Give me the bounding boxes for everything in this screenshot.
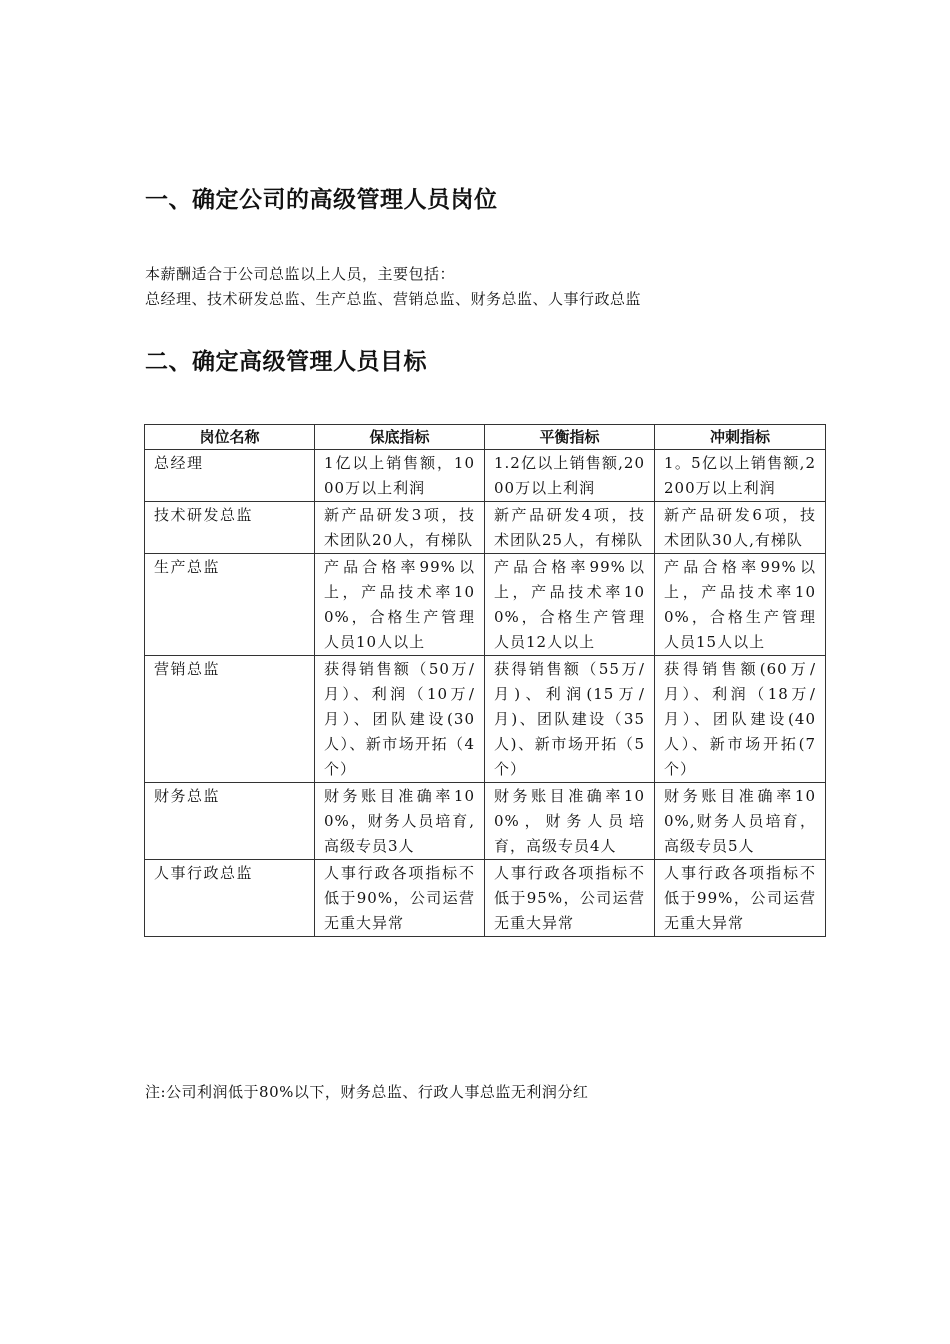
intro-line-2: 总经理、技术研发总监、生产总监、营销总监、财务总监、人事行政总监 xyxy=(145,290,642,308)
table-row xyxy=(145,450,826,502)
baseline-cell: 产品合格率99%以上，产品技术率100%，合格生产管理人员10人以上 xyxy=(315,554,485,656)
balanced-cell: 新产品研发4项，技术团队25人，有梯队 xyxy=(485,502,655,554)
balanced-cell: 产品合格率99%以上，产品技术率100%，合格生产管理人员12人以上 xyxy=(485,554,655,656)
table-row xyxy=(145,502,826,554)
section1-title: 一、确定公司的高级管理人员岗位 xyxy=(145,187,498,213)
position-name: 营销总监 xyxy=(145,656,315,783)
position-name: 人事行政总监 xyxy=(145,860,315,937)
intro-line-1: 本薪酬适合于公司总监以上人员，主要包括： xyxy=(145,265,456,283)
stretch-cell: 产品合格率99%以上，产品技术率100%，合格生产管理人员15人以上 xyxy=(655,554,826,656)
baseline-cell: 新产品研发3项，技术团队20人，有梯队 xyxy=(315,502,485,554)
position-name: 技术研发总监 xyxy=(145,502,315,554)
stretch-cell: 获得销售额(60万/月）、利润（18万/月）、团队建设(40人）、新市场开拓(7个） xyxy=(655,656,826,783)
position-name: 财务总监 xyxy=(145,783,315,860)
table-row xyxy=(145,783,826,860)
header-balanced-target: 平衡指标 xyxy=(485,425,655,450)
balanced-cell: 财务账目准确率100%，财务人员培育，高级专员4人 xyxy=(485,783,655,860)
table-header-row xyxy=(145,425,826,450)
footnote: 注:公司利润低于80%以下，财务总监、行政人事总监无利润分红 xyxy=(145,1083,589,1101)
stretch-cell: 财务账目准确率100%,财务人员培育，高级专员5人 xyxy=(655,783,826,860)
balanced-cell: 获得销售额（55万/月)、利润(15万/月)、团队建设（35人)、新市场开拓（5个） xyxy=(485,656,655,783)
header-position-name: 岗位名称 xyxy=(145,425,315,450)
baseline-cell: 人事行政各项指标不低于90%，公司运营无重大异常 xyxy=(315,860,485,937)
position-name: 生产总监 xyxy=(145,554,315,656)
table-row xyxy=(145,860,826,937)
balanced-cell: 人事行政各项指标不低于95%，公司运营无重大异常 xyxy=(485,860,655,937)
header-stretch-target: 冲刺指标 xyxy=(655,425,826,450)
header-baseline-target: 保底指标 xyxy=(315,425,485,450)
baseline-cell: 财务账目准确率100%，财务人员培育,高级专员3人 xyxy=(315,783,485,860)
stretch-cell: 人事行政各项指标不低于99%，公司运营无重大异常 xyxy=(655,860,826,937)
stretch-cell: 新产品研发6项，技术团队30人,有梯队 xyxy=(655,502,826,554)
baseline-cell: 获得销售额（50万/月）、利润（10万/月）、团队建设(30人）、新市场开拓（4个） xyxy=(315,656,485,783)
table-row xyxy=(145,656,826,783)
balanced-cell: 1.2亿以上销售额,2000万以上利润 xyxy=(485,450,655,502)
position-name: 总经理 xyxy=(145,450,315,502)
targets-table xyxy=(144,424,826,937)
table-row xyxy=(145,554,826,656)
stretch-cell: 1。5亿以上销售额,2200万以上利润 xyxy=(655,450,826,502)
section2-title: 二、确定高级管理人员目标 xyxy=(145,349,427,375)
baseline-cell: 1亿以上销售额，1000万以上利润 xyxy=(315,450,485,502)
